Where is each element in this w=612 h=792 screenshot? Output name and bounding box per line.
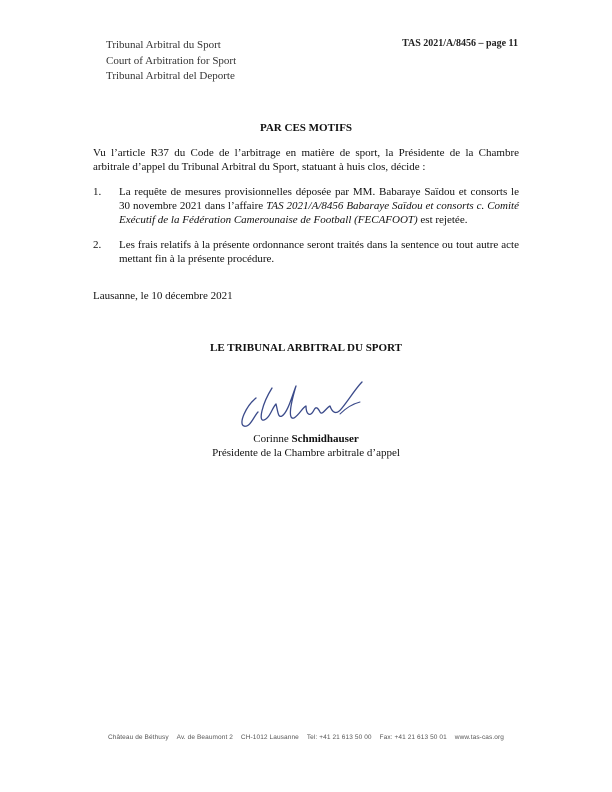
org-name-fr: Tribunal Arbitral du Sport [106,39,221,51]
footer-fax: Fax: +41 21 613 50 01 [379,734,447,741]
case-reference: TAS 2021/A/8456 – page 11 [402,38,518,49]
org-name-en: Court of Arbitration for Sport [106,54,237,67]
signer-title: Présidente de la Chambre arbitrale d’appel [212,447,400,459]
intro-paragraph: Vu l’article R37 du Code de l’arbitrage en matière de sport, la Présidente de la Chambre arbitrale d’appel du Tribunal Arbitral du Sport, statuant à huis clos, décide : [93,147,519,173]
footer-website[interactable]: www.tas-cas.org [454,734,504,741]
footer-city: CH-1012 Lausanne [240,734,299,741]
footer-street: Av. de Beaumont 2 [176,734,234,741]
item-text: Les frais relatifs à la présente ordonnance seront traités dans la sentence ou tout autre acte mettant fin à la présente procédure. [119,239,519,265]
org-name-es: Tribunal Arbitral del Deporte [106,70,235,82]
item-number: 1. [93,186,102,198]
header-organization [106,38,236,85]
section-heading: PAR CES MOTIFS [259,122,353,134]
signer-name [0,432,612,446]
case-title: TAS 2021/A/8456 Babaraye Saïdou et consorts c. Comité Exécutif de la Fédération Camerounaise de Football (FECAFOOT) [119,200,519,226]
signer-block [0,432,612,460]
decision-item-1 [93,185,519,227]
decision-item-2 [93,238,519,266]
tribunal-name: LE TRIBUNAL ARBITRAL DU SPORT [210,342,402,354]
handwritten-signature [232,378,382,430]
footer-address: Château de Béthusy [108,734,169,741]
place-date: Lausanne, le 10 décembre 2021 [93,290,233,302]
signer-last-name: Schmidhauser [291,433,359,445]
item-text-start: La requête de mesures provisionnelles déposée par MM. Babaraye Saïdou et consorts le 30 novembre 2021 dans l’affaire [119,186,519,212]
signer-first-name: Corinne [253,433,289,445]
item-number: 2. [93,239,102,251]
footer [0,734,612,741]
item-text-end: est rejetée. [417,214,468,226]
footer-tel: Tel: +41 21 613 50 00 [306,734,372,741]
item-text [119,185,519,227]
